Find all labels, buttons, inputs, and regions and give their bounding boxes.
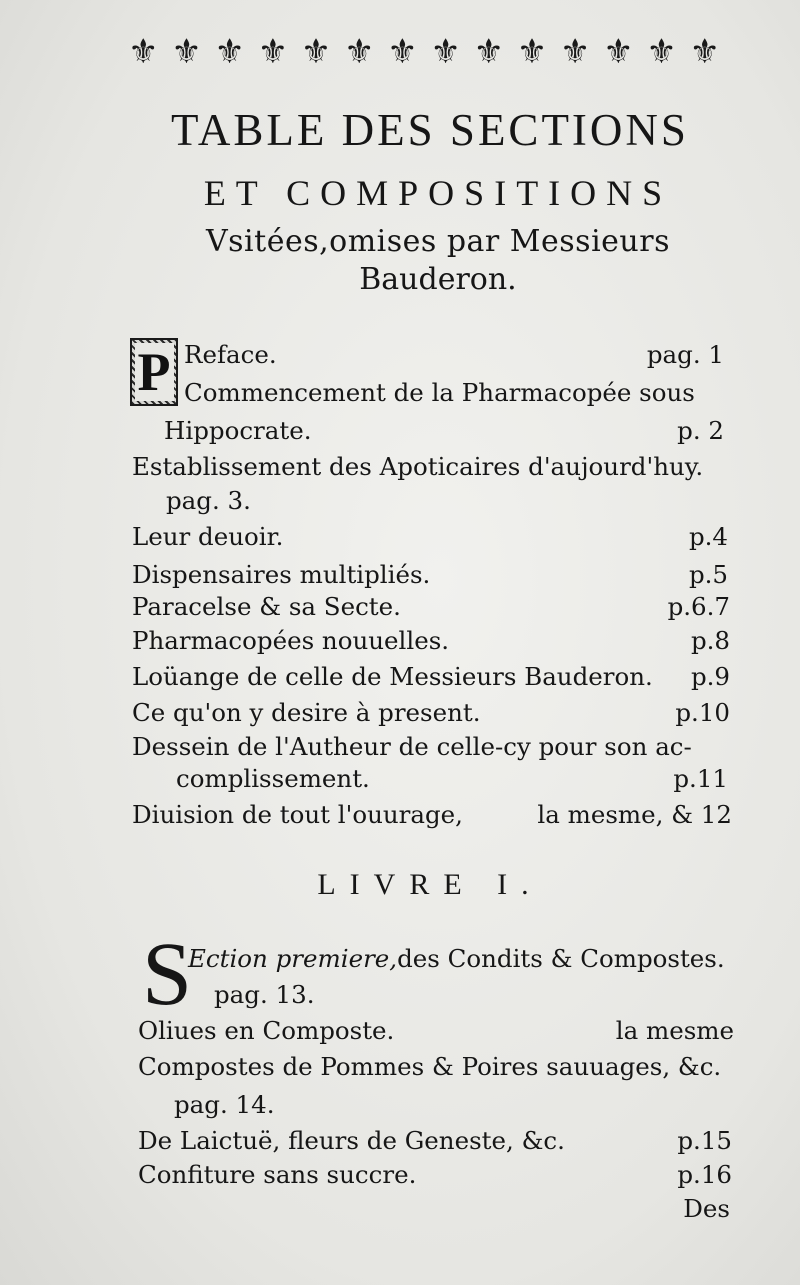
- fleur-de-lis-icon: ⚜: [430, 32, 461, 72]
- entry-page: p.6.7: [667, 592, 730, 621]
- entry-title: Pharmacopées nouuelles.: [132, 626, 450, 655]
- entry-title: Commencement de la Pharmacopée sous: [184, 378, 695, 407]
- dropcap-letter: P: [135, 343, 174, 401]
- page-subtitle: ET COMPOSITIONS: [203, 173, 673, 213]
- fleur-de-lis-icon: ⚜: [689, 32, 720, 72]
- dropcap-letter: S: [142, 925, 193, 1024]
- entry-title: De Laictuë, fleurs de Geneste, &c.: [138, 1126, 565, 1155]
- entry-title: Loüange de celle de Messieurs Bauderon.: [132, 662, 653, 691]
- entry-page: p. 2: [677, 416, 724, 445]
- entry-page: p.9: [690, 662, 730, 691]
- entry-title: Leur deuoir.: [132, 522, 284, 551]
- entry-title: Ce qu'on y desire à present.: [132, 698, 481, 727]
- fleur-de-lis-icon: ⚜: [603, 32, 634, 72]
- entry-page: p.11: [673, 764, 728, 793]
- entry-title: Oliues en Composte.: [138, 1016, 395, 1045]
- entry-page: p.5: [688, 560, 728, 589]
- entry-title: Compostes de Pommes & Poires sauuages, &c.: [138, 1052, 722, 1081]
- fleur-de-lis-icon: ⚜: [473, 32, 504, 72]
- fleur-de-lis-icon: ⚜: [559, 32, 591, 72]
- entry-title: Hippocrate.: [164, 416, 312, 445]
- entry-page: p.8: [690, 626, 730, 655]
- entry-page: pag. 1: [646, 340, 724, 369]
- section-heading-italic: Ection premiere,: [188, 944, 398, 973]
- catchword-text: Des: [683, 1194, 730, 1223]
- book-heading: LIVRE I.: [317, 868, 543, 901]
- fleur-de-lis-icon: ⚜: [300, 32, 332, 72]
- entry-title: complissement.: [176, 764, 370, 793]
- fleur-de-lis-icon: ⚜: [214, 32, 245, 72]
- title-description: Vsitées,omises par Messieurs: [206, 224, 670, 259]
- entry-title: Dispensaires multipliés.: [132, 560, 431, 589]
- entry-page: p.16: [677, 1160, 732, 1189]
- entry-title: Confiture sans succre.: [138, 1160, 417, 1189]
- fleur-de-lis-icon: ⚜: [128, 32, 159, 72]
- fleur-de-lis-icon: ⚜: [257, 32, 289, 72]
- entry-title: Dessein de l'Autheur de celle-cy pour son ac-: [132, 732, 692, 761]
- page-title: TABLE DES SECTIONS: [171, 105, 689, 155]
- entry-page: pag. 3.: [166, 486, 251, 515]
- entry-page: la mesme: [615, 1016, 734, 1045]
- title-author: Bauderon.: [359, 262, 517, 297]
- entry-page: p.4: [688, 522, 728, 551]
- fleur-de-lis-icon: ⚜: [387, 32, 418, 72]
- section-heading-text: des Condits & Compostes.: [397, 944, 725, 973]
- fleur-de-lis-icon: ⚜: [343, 32, 375, 72]
- entry-page: pag. 14.: [174, 1090, 275, 1119]
- fleur-de-lis-icon: ⚜: [171, 32, 202, 72]
- entry-page: la mesme, & 12: [537, 800, 732, 829]
- entry-title: Paracelse & sa Secte.: [132, 592, 401, 621]
- fleur-de-lis-icon: ⚜: [646, 32, 677, 72]
- entry-title: Reface.: [184, 340, 277, 369]
- entry-page: p.10: [675, 698, 730, 727]
- entry-title: Establissement des Apoticaires d'aujourd'huy.: [132, 452, 704, 481]
- entry-title: Diuision de tout l'ouurage,: [132, 800, 463, 829]
- entry-page: p.15: [677, 1126, 732, 1155]
- fleur-de-lis-icon: ⚜: [516, 32, 548, 72]
- entry-page: pag. 13.: [214, 980, 315, 1009]
